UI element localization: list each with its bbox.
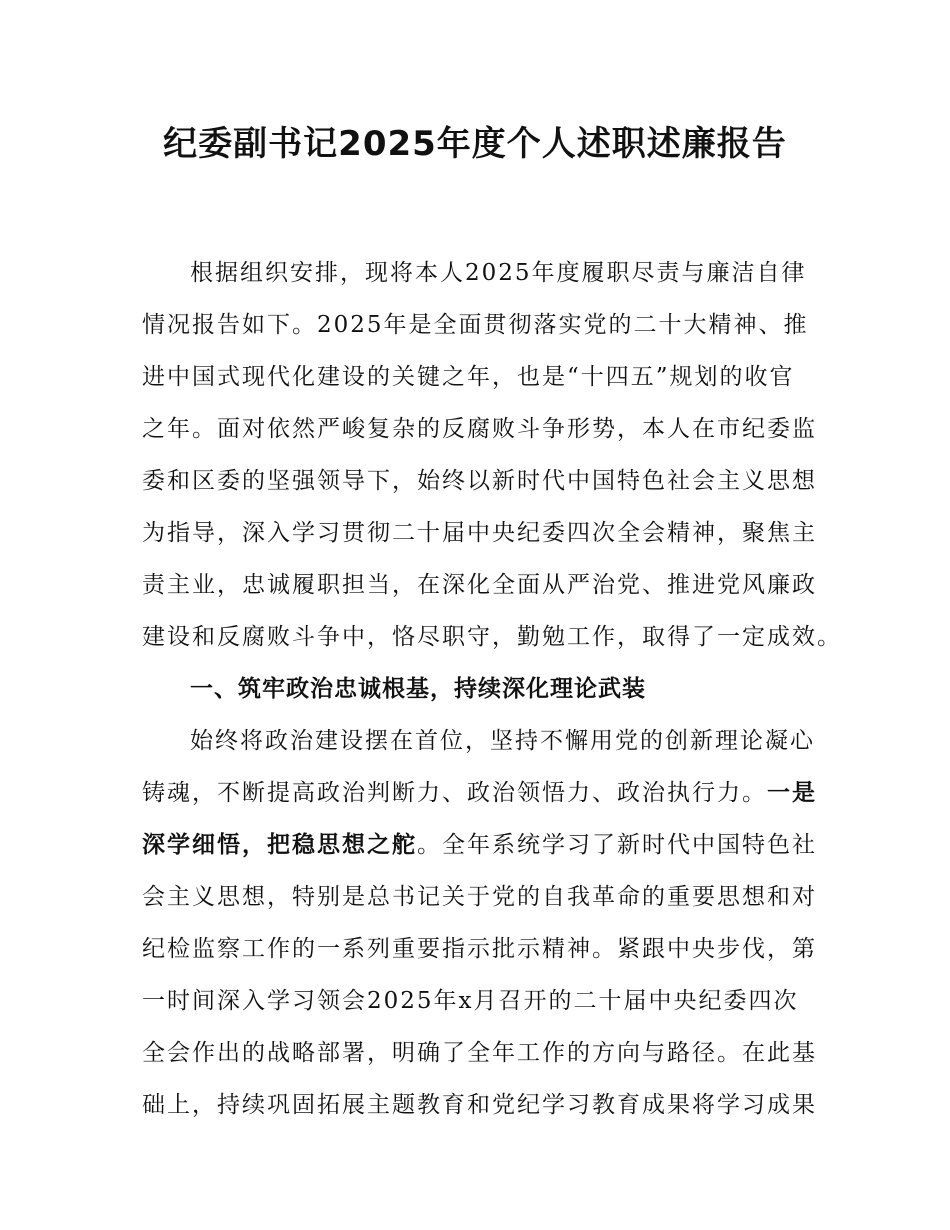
body-line: 纪检监察工作的一系列重要指示批示精神。紧跟中央步伐，第: [142, 936, 817, 962]
document-title: 纪委副书记2025年度个人述职述廉报告: [163, 124, 787, 164]
body-line: 责主业，忠诚履职担当，在深化全面从严治党、推进党风廉政: [142, 572, 817, 598]
body-line: 进中国式现代化建设的关键之年，也是“十四五”规划的收官: [142, 364, 795, 390]
body-text: 铸魂，不断提高政治判断力、政治领悟力、政治执行力。: [142, 780, 767, 806]
body-line: 委和区委的坚强领导下，始终以新时代中国特色社会主义思想: [142, 468, 817, 494]
body-line: 础上，持续巩固拓展主题教育和党纪学习教育成果将学习成果: [142, 1092, 817, 1118]
body-line: 一时间深入学习领会2025年x月召开的二十届中央纪委四次: [142, 988, 799, 1014]
body-line: 情况报告如下。2025年是全面贯彻落实党的二十大精神、推: [142, 312, 809, 338]
body-line: 全会作出的战略部署，明确了全年工作的方向与路径。在此基: [142, 1040, 817, 1066]
body-line: 建设和反腐败斗争中，恪尽职守，勤勉工作，取得了一定成效。: [142, 624, 842, 650]
emphasis-text: 深学细悟，把稳思想之舵: [142, 832, 417, 858]
body-line: 会主义思想，特别是总书记关于党的自我革命的重要思想和对: [142, 884, 817, 910]
body-text: 。全年系统学习了新时代中国特色社: [417, 832, 817, 858]
emphasis-text: 一是: [767, 780, 817, 806]
body-line: 之年。面对依然严峻复杂的反腐败斗争形势，本人在市纪委监: [142, 416, 817, 442]
section-heading: 一、筑牢政治忠诚根基，持续深化理论武装: [190, 676, 646, 702]
body-line: 始终将政治建设摆在首位，坚持不懈用党的创新理论凝心: [190, 728, 815, 754]
body-line: 根据组织安排，现将本人2025年度履职尽责与廉洁自律: [190, 260, 807, 286]
body-line: [142, 830, 822, 860]
body-line: [142, 778, 822, 808]
body-line: 为指导，深入学习贯彻二十届中央纪委四次全会精神，聚焦主: [142, 520, 817, 546]
